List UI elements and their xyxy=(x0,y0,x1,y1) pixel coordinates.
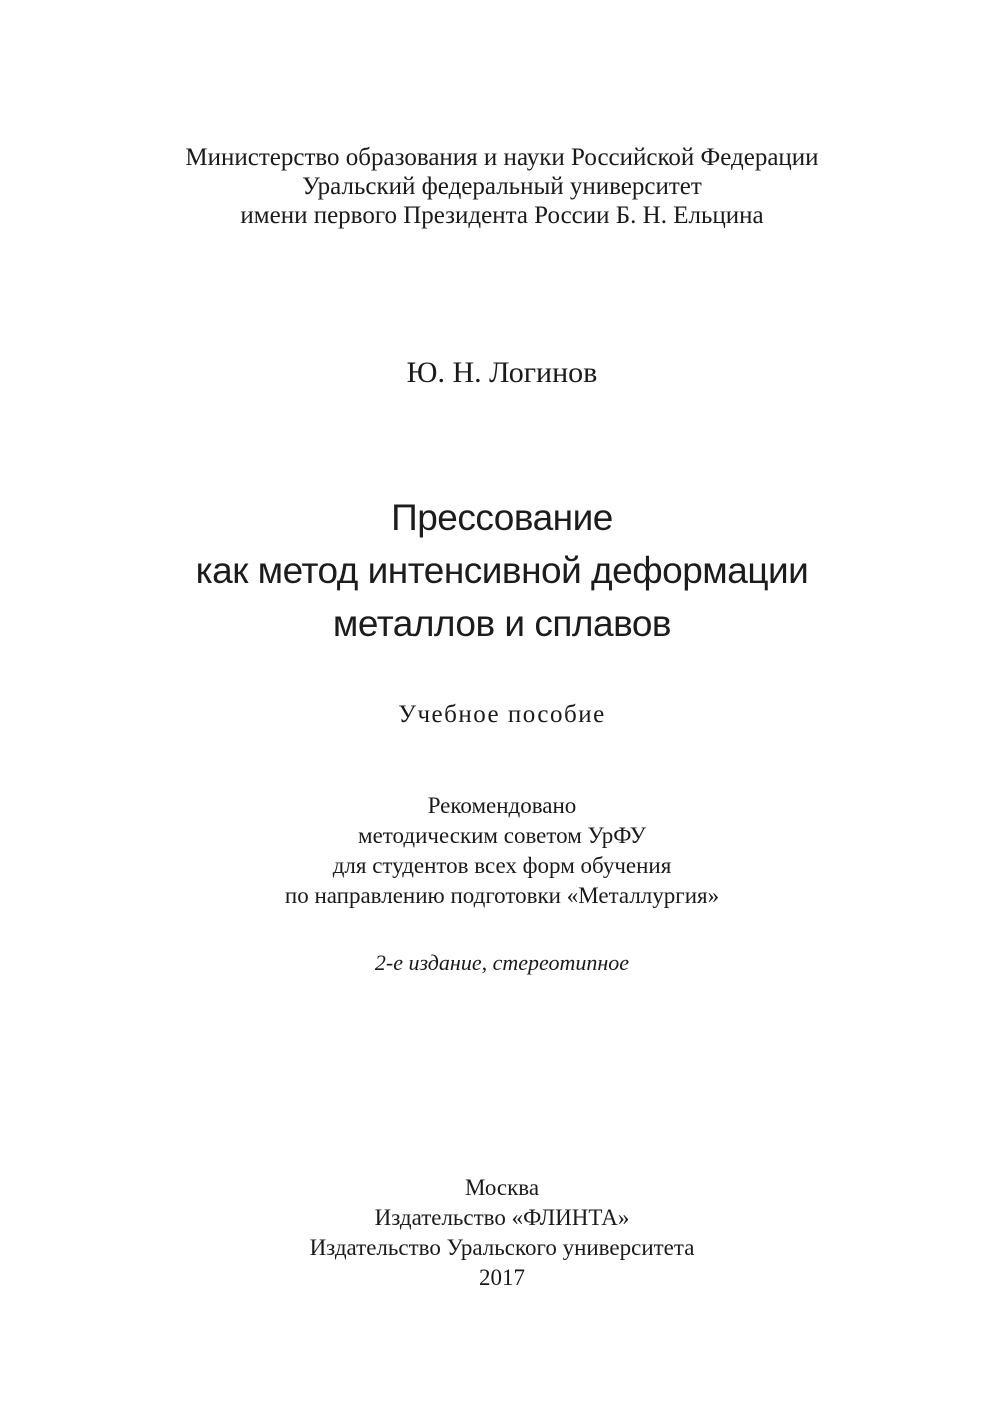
book-title-line-2: как метод интенсивной деформации xyxy=(195,550,809,591)
book-title-line-1: Прессование xyxy=(391,497,613,538)
recommendation-line-3: для студентов всех форм обучения xyxy=(332,853,672,878)
ministry-name: Министерство образования и науки Российской Федерации xyxy=(185,144,819,171)
imprint xyxy=(0,1173,1004,1293)
edition-note: 2-е издание, стереотипное xyxy=(374,950,630,975)
imprint-city: Москва xyxy=(464,1175,540,1200)
institution-header xyxy=(0,143,1004,230)
author-name: Ю. Н. Логинов xyxy=(406,356,598,389)
recommendation-line-4: по направлению подготовки «Металлургия» xyxy=(284,883,720,908)
imprint-publisher-1: Издательство «ФЛИНТА» xyxy=(374,1205,630,1230)
book-subtitle: Учебное пособие xyxy=(398,701,606,728)
university-honorific: имени первого Президента России Б. Н. Ельцина xyxy=(240,202,764,229)
book-title-line-3: металлов и сплавов xyxy=(332,603,672,644)
recommendation-note xyxy=(0,791,1004,911)
university-name: Уральский федеральный университет xyxy=(302,173,702,200)
book-title xyxy=(0,491,1004,650)
recommendation-line-1: Рекомендовано xyxy=(427,793,577,818)
imprint-publisher-2: Издательство Уральского университета xyxy=(309,1235,695,1260)
recommendation-line-2: методическим советом УрФУ xyxy=(358,823,646,848)
imprint-year: 2017 xyxy=(479,1265,525,1290)
